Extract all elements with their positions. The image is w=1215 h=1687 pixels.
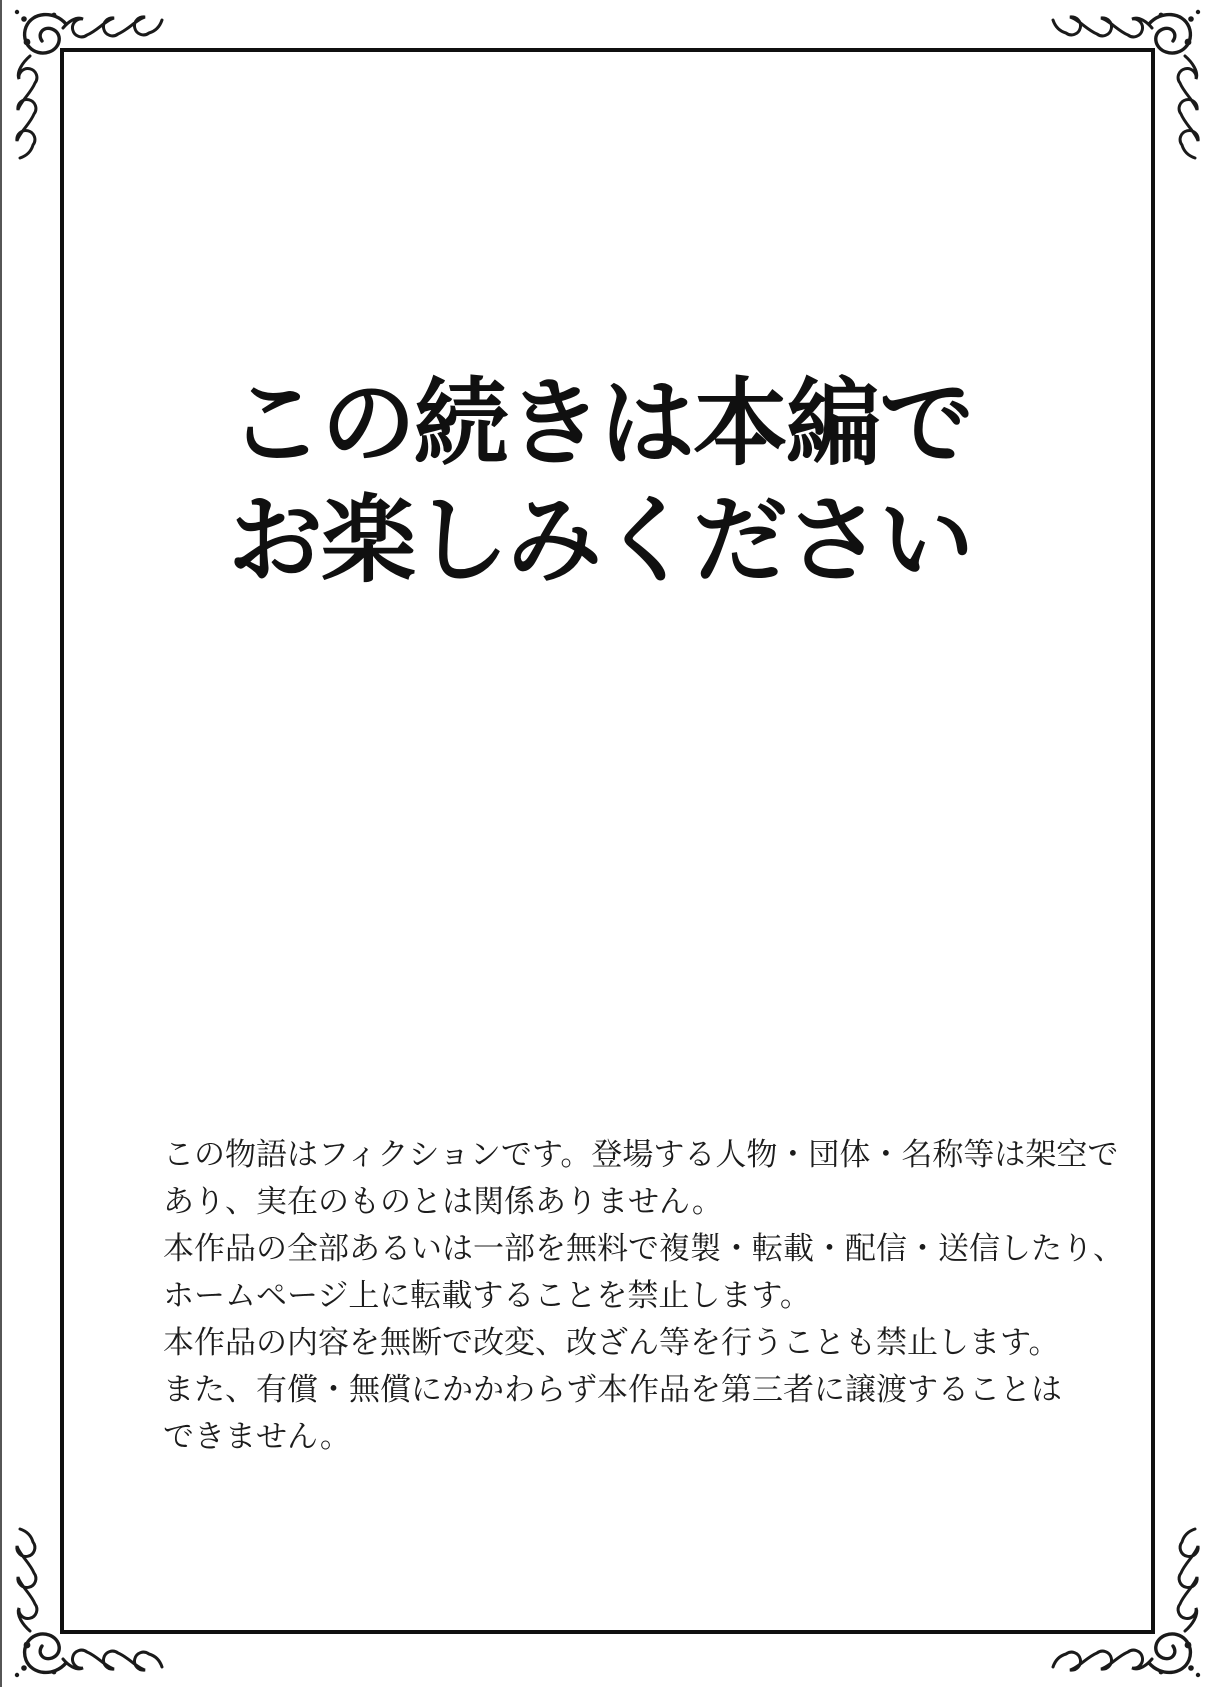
corner-flourish-bottom-left-icon <box>4 1525 176 1683</box>
disclaimer-line-3: 本作品の全部あるいは一部を無料で複製・転載・配信・送信したり、 <box>163 1231 1124 1266</box>
disclaimer-text <box>163 1131 1124 1460</box>
page-left-edge-line <box>0 0 2 1687</box>
page-title-line-1: この続きは本編で <box>228 371 973 477</box>
corner-flourish-top-left-icon <box>4 4 176 162</box>
page-title-line-2: お楽しみください <box>228 488 973 594</box>
corner-flourish-bottom-right-icon <box>1039 1525 1211 1683</box>
disclaimer-line-2: あり、実在のものとは関係ありません。 <box>163 1184 723 1219</box>
page-title <box>228 366 972 600</box>
disclaimer-line-7: できません。 <box>163 1419 351 1454</box>
disclaimer-line-1: この物語はフィクションです。登場する人物・団体・名称等は架空で <box>163 1137 1119 1172</box>
disclaimer-line-4: ホームページ上に転載することを禁止します。 <box>163 1278 811 1313</box>
disclaimer-line-5: 本作品の内容を無断で改変、改ざん等を行うことも禁止します。 <box>163 1325 1060 1360</box>
corner-flourish-top-right-icon <box>1039 4 1211 162</box>
disclaimer-line-6: また、有償・無償にかかわらず本作品を第三者に譲渡することは <box>163 1372 1062 1407</box>
